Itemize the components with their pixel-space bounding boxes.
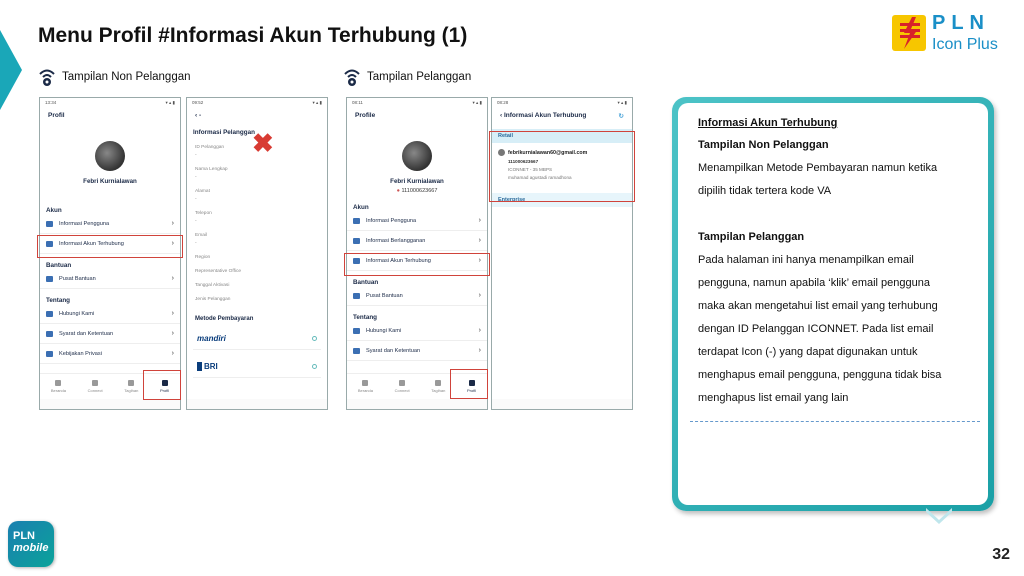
- info-pel-title: Tampilan Pelanggan: [698, 231, 805, 243]
- user-icon: [46, 221, 53, 227]
- section-akun: Akun: [353, 204, 369, 211]
- pln-mobile-logo: PLN mobile: [8, 521, 54, 567]
- field-representative-office: Representative Office: [195, 269, 242, 274]
- status-bar: 09:52 ▾ ▴ ▮: [192, 100, 322, 105]
- nav-profil[interactable]: Profil: [160, 380, 169, 393]
- payment-option-mandiri[interactable]: [193, 328, 321, 350]
- page-number: 32: [992, 546, 1010, 563]
- user-name: Febri Kurnialawan: [83, 178, 137, 185]
- nav-connect[interactable]: Connect: [395, 380, 410, 393]
- status-bar: 13:34 ▾ ▴ ▮: [45, 100, 175, 105]
- linked-email: febrikurnialawan60@gmail.com: [508, 149, 588, 156]
- info-text-line: Pada halaman ini hanya menampilkan email: [698, 254, 914, 266]
- section-label-pelanggan: [343, 67, 471, 87]
- account-id: 111000623667: [508, 159, 539, 164]
- chevron-right-icon: ›: [171, 310, 174, 317]
- info-text-line: menghapus email pengguna, pengguna tidak bisa: [698, 369, 942, 381]
- nav-tagihan[interactable]: Tagihan: [431, 380, 445, 393]
- contact-icon: [353, 328, 360, 334]
- chevron-right-icon: ›: [478, 237, 481, 244]
- radio-icon: [312, 336, 317, 341]
- highlight-box-nav-profil: [450, 369, 488, 399]
- subscription-icon: [353, 238, 360, 244]
- section-label-text: Tampilan Non Pelanggan: [62, 71, 191, 83]
- user-icon: [353, 218, 360, 224]
- info-panel: [672, 97, 994, 511]
- info-text-line: terdapat Icon (-) yang dapat digunakan untuk: [698, 346, 918, 358]
- chevron-right-icon: ›: [171, 275, 174, 282]
- info-non-title: Tampilan Non Pelanggan: [698, 139, 829, 151]
- page-title: Informasi Pelanggan: [193, 129, 255, 136]
- field-region: Region: [195, 255, 211, 260]
- logo-subtitle: Icon Plus: [932, 36, 998, 53]
- nav-connect[interactable]: Connect: [88, 380, 103, 393]
- avatar: [402, 141, 432, 171]
- chevron-right-icon: ›: [171, 240, 174, 247]
- logo-brand: PLN: [932, 12, 990, 34]
- status-bar: 08:11 ▾ ▴ ▮: [352, 100, 482, 105]
- refresh-icon[interactable]: ↻: [618, 113, 624, 120]
- home-icon: [362, 380, 368, 386]
- section-tentang: Tentang: [46, 297, 71, 304]
- nav-beranda[interactable]: Beranda: [51, 380, 66, 393]
- chevron-right-icon: ›: [171, 350, 174, 357]
- bill-icon: [435, 380, 441, 386]
- info-text-line: dengan ID Pelanggan ICONNET. Pada list email: [698, 323, 934, 335]
- help-icon: [46, 276, 53, 282]
- menu-item-syarat-ketentuan[interactable]: Syarat dan Ketentuan ›: [347, 341, 487, 361]
- chevron-right-icon: ›: [171, 330, 174, 337]
- corner-accent: [0, 30, 22, 110]
- menu-item-informasi-pengguna[interactable]: Informasi Pengguna ›: [347, 211, 487, 231]
- wifi-lock-icon: [343, 67, 361, 87]
- privacy-icon: [46, 351, 53, 357]
- page-title: Profil: [48, 112, 65, 119]
- home-icon: [55, 380, 61, 386]
- menu-item-informasi-akun-terhubung[interactable]: Informasi Akun Terhubung ›: [347, 251, 487, 271]
- user-name: Febri Kurnialawan: [390, 178, 444, 185]
- field-jenis-pelanggan: Jenis Pelanggan: [195, 297, 231, 302]
- field-id-pelanggan: ID Pelanggan -: [195, 145, 225, 158]
- nav-beranda[interactable]: Beranda: [358, 380, 373, 393]
- divider: [690, 421, 980, 422]
- payment-option-bri[interactable]: [193, 356, 321, 378]
- chevron-right-icon: ›: [478, 217, 481, 224]
- chevron-right-icon: ›: [478, 292, 481, 299]
- bri-logo: BRI: [197, 362, 218, 371]
- help-icon: [353, 293, 360, 299]
- chevron-right-icon: ›: [478, 257, 481, 264]
- section-bantuan: Bantuan: [46, 262, 72, 269]
- page-title: Profile: [355, 112, 376, 119]
- system-nav-bar: [40, 399, 180, 409]
- section-bantuan: Bantuan: [353, 279, 379, 286]
- info-text-line: pengguna, namun apabila ‘klik’ email pengguna: [698, 277, 930, 289]
- id-badge-icon: ●: [396, 188, 400, 194]
- package-name: ICONNET - 35 MBPS: [508, 167, 553, 172]
- screen-header: [492, 107, 632, 125]
- wifi-lock-icon: [38, 67, 56, 87]
- nav-tagihan[interactable]: Tagihan: [124, 380, 138, 393]
- pln-logo: [892, 14, 1018, 56]
- pln-logo-mark-icon: [892, 15, 926, 51]
- menu-item-informasi-pengguna[interactable]: Informasi Pengguna ›: [40, 214, 180, 234]
- section-label-non-pelanggan: [38, 67, 191, 87]
- section-label-text: Tampilan Pelanggan: [367, 71, 472, 83]
- system-nav-bar: [187, 399, 327, 409]
- profile-header: [347, 141, 487, 194]
- menu-item-pusat-bantuan[interactable]: Pusat Bantuan ›: [40, 269, 180, 289]
- info-text-line: dipilih tidak tertera kode VA: [698, 185, 832, 197]
- close-x-icon: ✖: [252, 128, 274, 158]
- mandiri-logo: mandiri: [197, 334, 226, 343]
- decorative-chevron-icon: [926, 508, 952, 524]
- back-title[interactable]: ‹ Informasi Akun Terhubung: [500, 112, 587, 119]
- connect-icon: [92, 380, 98, 386]
- highlight-box-akun-terhubung: [344, 253, 490, 276]
- slide-title: Menu Profil #Informasi Akun Terhubung (1): [38, 24, 468, 47]
- system-nav-bar: [347, 399, 487, 409]
- menu-item-hubungi-kami[interactable]: Hubungi Kami ›: [40, 304, 180, 324]
- highlight-box-akun-terhubung: [37, 235, 183, 258]
- highlight-box-linked-account: [489, 131, 635, 202]
- field-email: Email -: [195, 233, 207, 246]
- section-akun: Akun: [46, 207, 62, 214]
- field-alamat: Alamat -: [195, 189, 210, 202]
- contact-icon: [46, 311, 53, 317]
- highlight-box-nav-profil: [143, 370, 181, 400]
- info-text-line: maka akan mengetahui list email yang terhubung: [698, 300, 938, 312]
- back-button[interactable]: ‹ -: [195, 112, 202, 119]
- field-telepon: Telepon -: [195, 211, 212, 224]
- menu-item-informasi-akun-terhubung[interactable]: Informasi Akun Terhubung ›: [40, 234, 180, 254]
- menu-item-syarat-ketentuan[interactable]: Syarat dan Ketentuan ›: [40, 324, 180, 344]
- account-owner: muhamad agustadi ramadhona: [508, 175, 572, 180]
- avatar: [95, 141, 125, 171]
- system-nav-bar: [492, 399, 632, 409]
- field-tanggal-aktivasi: Tanggal Aktivasi: [195, 283, 230, 288]
- document-icon: [353, 348, 360, 354]
- field-nama-lengkap: Nama Lengkap -: [195, 167, 228, 180]
- tab-enterprise[interactable]: Enterprise: [492, 193, 632, 207]
- menu-item-hubungi-kami[interactable]: Hubungi Kami ›: [347, 321, 487, 341]
- section-tentang: Tentang: [353, 314, 378, 321]
- tab-retail[interactable]: Retail: [492, 129, 632, 143]
- user-id: ● 111000623667: [396, 188, 438, 194]
- info-text-line: Menampilkan Metode Pembayaran namun ketika: [698, 162, 938, 174]
- info-title: Informasi Akun Terhubung: [698, 117, 838, 129]
- chevron-right-icon: ›: [171, 220, 174, 227]
- radio-icon: [312, 364, 317, 369]
- profile-header: [40, 141, 180, 185]
- connect-icon: [399, 380, 405, 386]
- chevron-right-icon: ›: [478, 347, 481, 354]
- bill-icon: [128, 380, 134, 386]
- info-text-line: menghapus list email yang lain: [698, 392, 849, 404]
- chevron-right-icon: ›: [478, 327, 481, 334]
- document-icon: [46, 331, 53, 337]
- nav-profil[interactable]: Profil: [467, 380, 476, 393]
- menu-item-kebijakan-privasi[interactable]: Kebijakan Privasi ›: [40, 344, 180, 364]
- menu-item-pusat-bantuan[interactable]: Pusat Bantuan ›: [347, 286, 487, 306]
- menu-item-informasi-berlangganan[interactable]: Informasi Berlangganan ›: [347, 231, 487, 251]
- status-bar: 08:28 ▾ ▴ ▮: [497, 100, 627, 105]
- payment-method-title: Metode Pembayaran: [195, 316, 254, 322]
- info-panel-content: [678, 103, 988, 505]
